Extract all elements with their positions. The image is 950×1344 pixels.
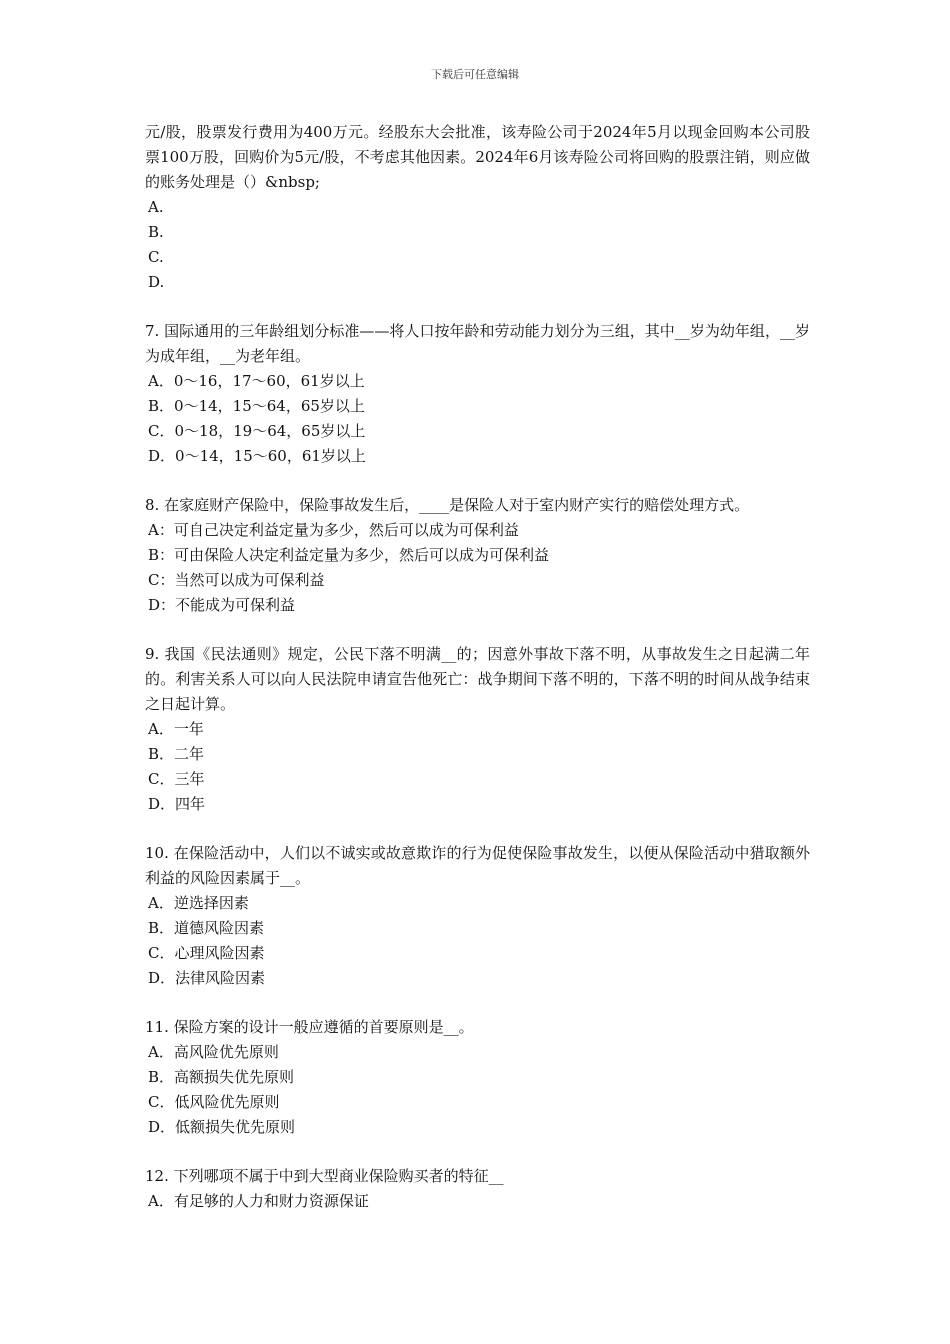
option-b: B．高额损失优先原则 [148, 1068, 295, 1086]
option-a: A：可自己决定利益定量为多少，然后可以成为可保利益 [148, 521, 519, 539]
question-stem: 11. 保险方案的设计一般应遵循的首要原则是__。 [145, 1018, 474, 1036]
option-c: C．三年 [148, 770, 205, 788]
option-a: A. [148, 198, 164, 216]
option-d: D．低额损失优先原则 [148, 1118, 296, 1136]
question-stem: 元/股，股票发行费用为400万元。经股东大会批准，该寿险公司于2024年5月以现金回购本公司股票100万股，回购价为5元/股，不考虑其他因素。2024年6月该寿险公司将回购的股票注销，则应做的账务处理是（）&nbsp; [145, 123, 810, 191]
option-b: B．二年 [148, 745, 205, 763]
option-b: B．0～14，15～64，65岁以上 [148, 397, 365, 415]
option-b: B：可由保险人决定利益定量为多少，然后可以成为可保利益 [148, 546, 550, 564]
option-a: A．一年 [148, 720, 204, 738]
option-c: C．0～18，19～64，65岁以上 [148, 422, 366, 440]
page-header: 下载后可任意编辑 [431, 68, 519, 81]
question-stem: 8. 在家庭财产保险中，保险事故发生后，____是保险人对于室内财产实行的赔偿处理方式。 [145, 496, 750, 514]
option-d: D．法律风险因素 [148, 969, 266, 987]
option-a: A．逆选择因素 [148, 894, 249, 912]
question-stem: 7. 国际通用的三年龄组划分标准——将人口按年龄和劳动能力划分为三组，其中__岁为幼年组，__岁为成年组，__为老年组。 [145, 322, 810, 365]
option-b: B. [148, 223, 164, 241]
document-body [145, 120, 810, 1214]
question-12 [145, 1164, 810, 1214]
option-a: A．有足够的人力和财力资源保证 [148, 1192, 369, 1210]
option-c: C．低风险优先原则 [148, 1093, 280, 1111]
option-b: B．道德风险因素 [148, 919, 265, 937]
option-c: C. [148, 248, 164, 266]
option-d: D．四年 [148, 795, 206, 813]
option-a: A．0～16，17～60，61岁以上 [148, 372, 365, 390]
option-a: A．高风险优先原则 [148, 1043, 279, 1061]
question-10 [145, 841, 810, 991]
question-7 [145, 319, 810, 469]
option-d: D：不能成为可保利益 [148, 596, 296, 614]
question-stem: 9. 我国《民法通则》规定，公民下落不明满__的；因意外事故下落不明，从事故发生之日起满二年的。利害关系人可以向人民法院申请宣告他死亡：战争期间下落不明的，下落不明的时间从战争结束之日起计算。 [145, 645, 810, 713]
question-9 [145, 642, 810, 817]
option-d: D. [148, 273, 165, 291]
question-8 [145, 493, 810, 618]
question-stem: 10. 在保险活动中，人们以不诚实或故意欺诈的行为促使保险事故发生，以便从保险活动中猎取额外利益的风险因素属于__。 [145, 844, 810, 887]
question-11 [145, 1015, 810, 1140]
option-c: C．心理风险因素 [148, 944, 265, 962]
question-6 [145, 120, 810, 295]
option-d: D．0～14，15～60，61岁以上 [148, 447, 366, 465]
option-c: C：当然可以成为可保利益 [148, 571, 325, 589]
question-stem: 12. 下列哪项不属于中到大型商业保险购买者的特征__ [145, 1167, 504, 1185]
